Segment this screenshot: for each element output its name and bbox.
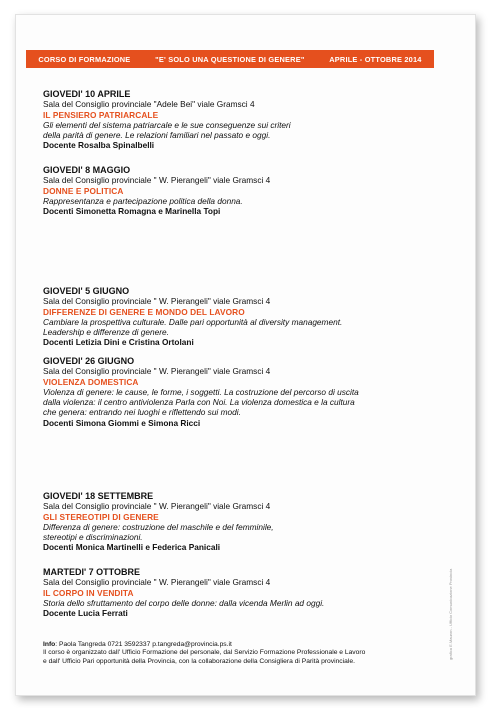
event-venue: Sala del Consiglio provinciale "Adele Bei" viale Gramsci 4 [43, 99, 255, 110]
event-1 [43, 89, 413, 151]
footer-info [43, 641, 443, 666]
event-venue: Sala del Consiglio provinciale " W. Pierangeli" viale Gramsci 4 [43, 175, 271, 186]
event-date: MARTEDI' 7 OTTOBRE [43, 567, 140, 577]
event-desc: Violenza di genere: le cause, le forme, i soggetti. La costruzione del percorso di uscita [43, 386, 359, 397]
event-date: GIOVEDI' 5 GIUGNO [43, 286, 130, 296]
event-5 [43, 491, 413, 553]
event-date: GIOVEDI' 10 APRILE [43, 89, 131, 99]
event-title: GLI STEREOTIPI DI GENERE [43, 511, 159, 522]
event-title: VIOLENZA DOMESTICA [43, 376, 139, 387]
event-desc: Leadership e differenze di genere. [43, 327, 169, 338]
event-title: DIFFERENZE DI GENERE E MONDO DEL LAVORO [43, 306, 245, 317]
event-desc: Cambiare la prospettiva culturale. Dalle pari opportunità al diversity management. [43, 316, 343, 327]
event-desc: Gli elementi del sistema patriarcale e le sue conseguenze sui criteri [43, 119, 291, 130]
info-text: : Paola Tangreda 0721 3592337 p.tangreda@provincia.ps.it [55, 641, 232, 648]
event-desc: Rappresentanza e partecipazione politica della donna. [43, 195, 243, 206]
event-teacher: Docenti Simona Giommi e Simona Ricci [43, 417, 201, 428]
event-venue: Sala del Consiglio provinciale " W. Pierangeli" viale Gramsci 4 [43, 366, 271, 377]
event-teacher: Docente Rosalba Spinalbelli [43, 140, 155, 151]
course-banner [26, 50, 434, 68]
event-3 [43, 286, 413, 348]
footer-contact [43, 641, 443, 649]
footer-organizers: Il corso è organizzato dall' Ufficio Formazione del personale, dal Servizio Formazione Professionale e Lavoro [43, 649, 366, 657]
event-2 [43, 165, 413, 216]
event-title: IL PENSIERO PATRIARCALE [43, 109, 159, 120]
event-title: DONNE E POLITICA [43, 185, 124, 196]
event-4 [43, 356, 413, 428]
event-desc: stereotipi e discriminazioni. [43, 532, 143, 543]
banner-period: APRILE - OTTOBRE 2014 [329, 54, 422, 64]
graphics-credit: grafica E.Mauron - Ufficio Comunicazione Provincia [448, 568, 453, 660]
event-6 [43, 567, 413, 618]
event-venue: Sala del Consiglio provinciale " W. Pierangeli" viale Gramsci 4 [43, 296, 271, 307]
footer-collaboration: e dall' Ufficio Pari opportunità della Provincia, con la collaborazione della Consigliera di Parità provinciale. [43, 657, 355, 665]
event-desc: Storia dello sfruttamento del corpo delle donne: dalla vicenda Merlin ad oggi. [43, 597, 325, 608]
info-label: Info [43, 641, 56, 648]
event-date: GIOVEDI' 8 MAGGIO [43, 165, 131, 175]
event-title: IL CORPO IN VENDITA [43, 587, 134, 598]
banner-course: CORSO DI FORMAZIONE [38, 54, 131, 64]
event-desc: dalla violenza: il centro antiviolenza Parla con Noi. La violenza domestica e la cultura [43, 397, 355, 408]
event-venue: Sala del Consiglio provinciale " W. Pierangeli" viale Gramsci 4 [43, 577, 271, 588]
event-teacher: Docenti Simonetta Romagna e Marinella Topi [43, 206, 221, 217]
banner-subtitle: "E' SOLO UNA QUESTIONE DI GENERE" [155, 54, 305, 64]
event-teacher: Docenti Letizia Dini e Cristina Ortolani [43, 337, 194, 348]
event-desc: che genera: entrando nei luoghi e riflettendo sui modi. [43, 407, 241, 418]
event-desc: Differenza di genere: costruzione del maschile e del femminile, [43, 521, 274, 532]
event-date: GIOVEDI' 18 SETTEMBRE [43, 491, 154, 501]
event-desc: della parità di genere. Le relazioni familiari nel passato e oggi. [43, 130, 271, 141]
event-teacher: Docenti Monica Martinelli e Federica Panicali [43, 542, 221, 553]
event-venue: Sala del Consiglio provinciale " W. Pierangeli" viale Gramsci 4 [43, 501, 271, 512]
event-teacher: Docente Lucia Ferrati [43, 608, 128, 619]
event-date: GIOVEDI' 26 GIUGNO [43, 356, 135, 366]
